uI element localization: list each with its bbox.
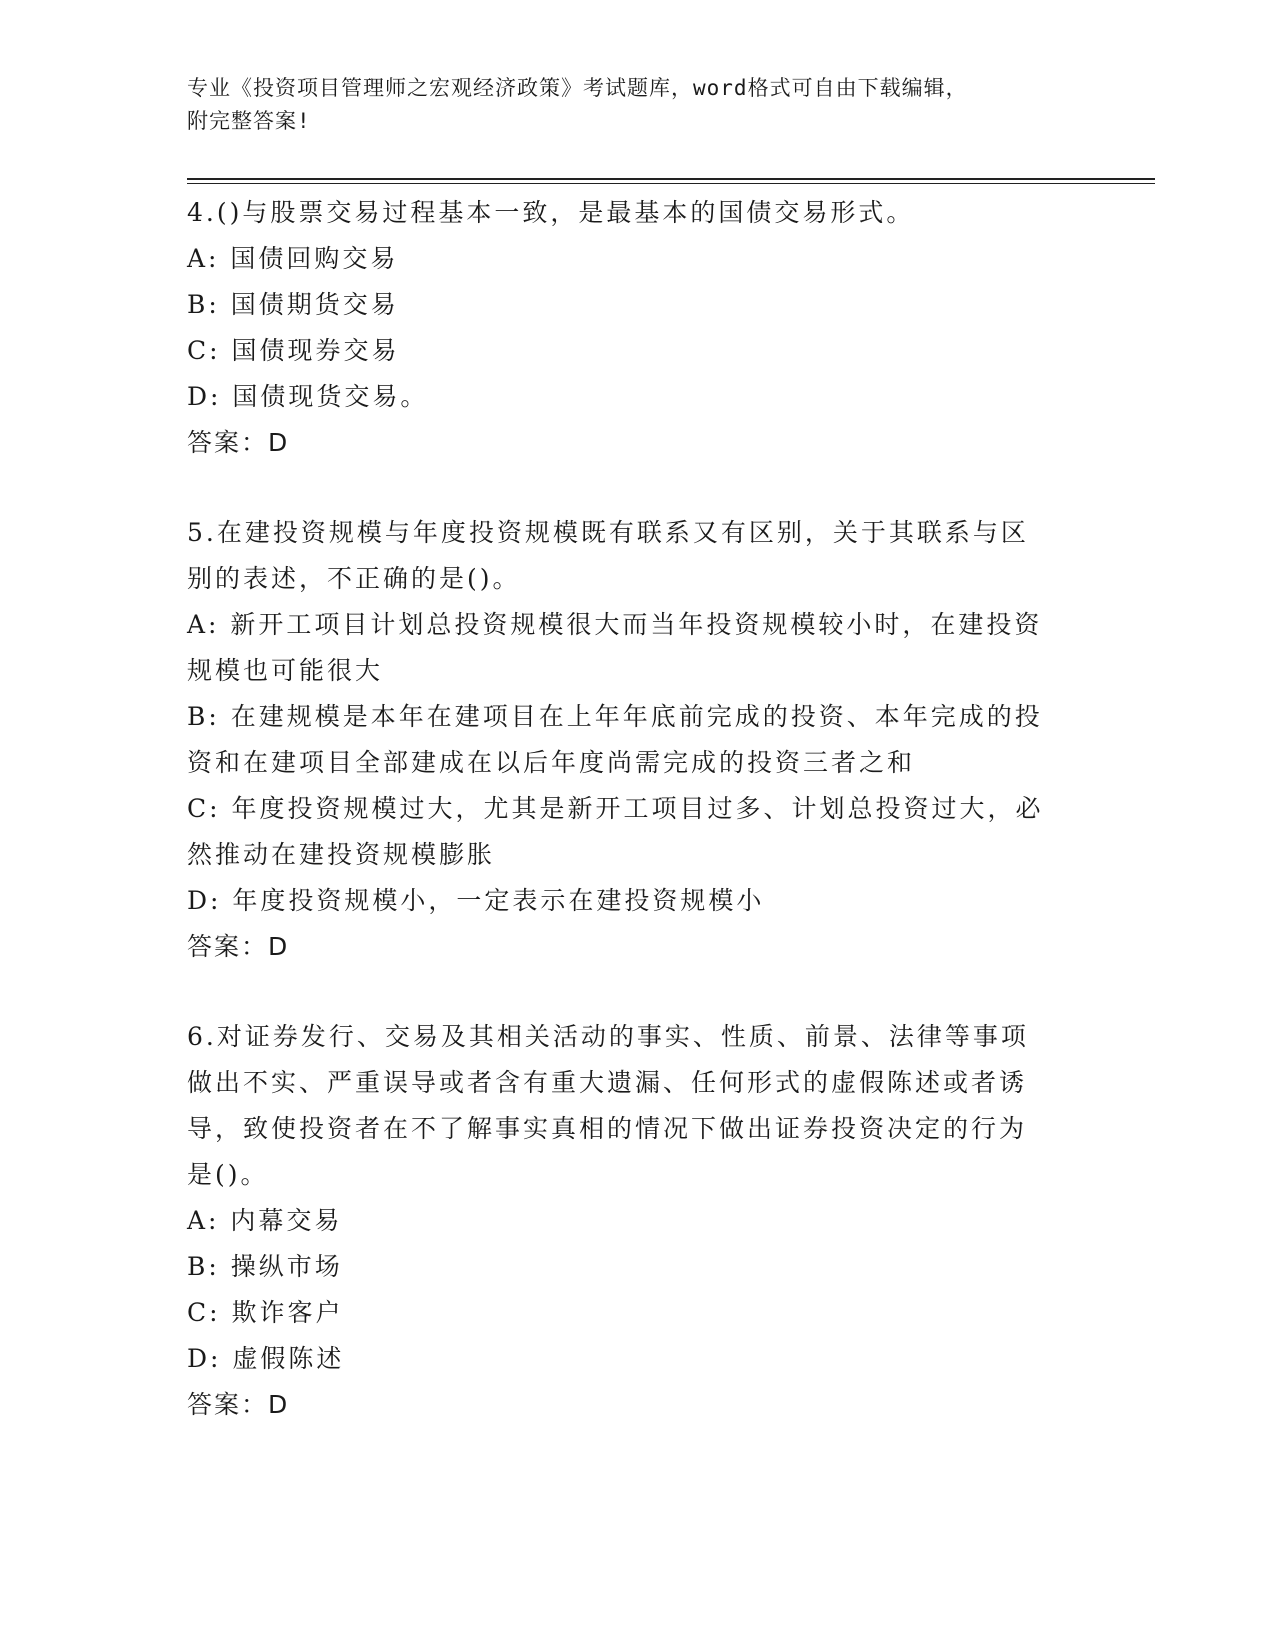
option-d: D: 年度投资规模小，一定表示在建投资规模小: [187, 886, 765, 915]
option-b: B: 在建规模是本年在建项目在上年年底前完成的投资、本年完成的投: [187, 702, 1043, 731]
option-c: 然推动在建投资规模膨胀: [187, 840, 496, 869]
question-6: [187, 1014, 1087, 1428]
option-b: 资和在建项目全部建成在以后年度尚需完成的投资三者之和: [187, 748, 916, 777]
question-4: [187, 190, 1087, 466]
answer: 答案：D: [187, 1390, 290, 1419]
option-a: A: 内幕交易: [187, 1206, 343, 1235]
answer: 答案：D: [187, 428, 290, 457]
header-divider-thin: [187, 183, 1155, 184]
header-line: 专业《投资项目管理师之宏观经济政策》考试题库，word格式可自由下载编辑，: [187, 76, 968, 100]
option-a: A: 新开工项目计划总投资规模很大而当年投资规模较小时，在建投资: [187, 610, 1043, 639]
option-b: B: 操纵市场: [187, 1252, 343, 1281]
header-line: 附完整答案!: [187, 109, 311, 133]
question-5: [187, 510, 1087, 970]
question-list: [187, 190, 1087, 1472]
option-d: D: 虚假陈述: [187, 1344, 345, 1373]
option-c: C: 年度投资规模过大，尤其是新开工项目过多、计划总投资过大，必: [187, 794, 1044, 823]
header-divider: [187, 178, 1155, 180]
question-stem: 4.()与股票交易过程基本一致，是最基本的国债交易形式。: [187, 198, 915, 227]
answer: 答案：D: [187, 932, 290, 961]
option-a: 规模也可能很大: [187, 656, 384, 685]
question-stem: 做出不实、严重误导或者含有重大遗漏、任何形式的虚假陈述或者诱: [187, 1068, 1028, 1097]
question-stem: 6.对证券发行、交易及其相关活动的事实、性质、前景、法律等事项: [187, 1022, 1029, 1051]
option-b: B: 国债期货交易: [187, 290, 399, 319]
question-stem: 5.在建投资规模与年度投资规模既有联系又有区别，关于其联系与区: [187, 518, 1029, 547]
document-header: [187, 72, 1067, 138]
question-stem: 别的表述，不正确的是()。: [187, 564, 521, 593]
option-d: D: 国债现货交易。: [187, 382, 429, 411]
option-a: A: 国债回购交易: [187, 244, 399, 273]
question-stem: 导，致使投资者在不了解事实真相的情况下做出证券投资决定的行为: [187, 1114, 1028, 1143]
option-c: C: 欺诈客户: [187, 1298, 344, 1327]
option-c: C: 国债现券交易: [187, 336, 400, 365]
question-stem: 是()。: [187, 1160, 269, 1189]
